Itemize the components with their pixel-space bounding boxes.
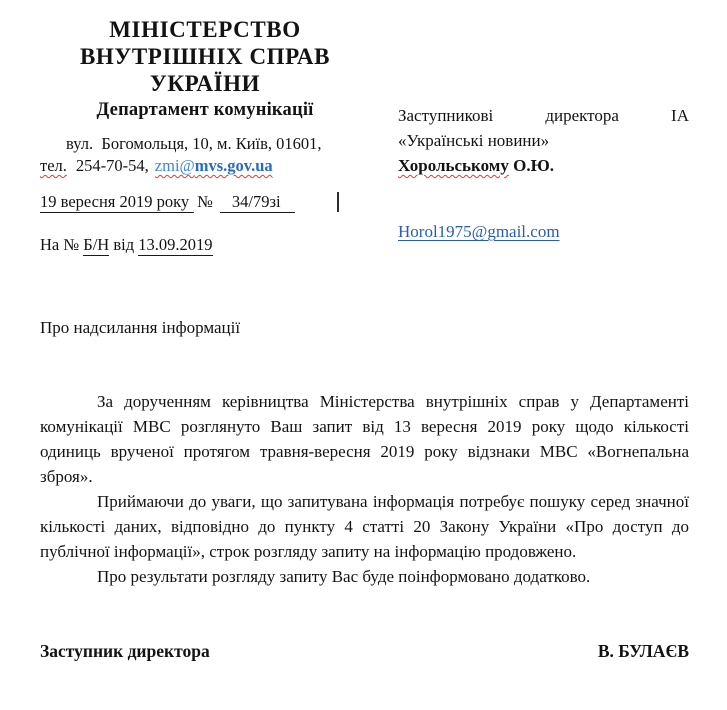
reference-line <box>40 233 370 257</box>
recipient-agency-line: «Українські новини» <box>398 131 550 150</box>
body-paragraph-1: За дорученням керівництва Міністерства внутрішніх справ у Департаменті комунікації МВС розглянуто Ваш запит від 13 вересня 2019 року щодо кількості одиниць врученої протягом травня-вересня 2019 року відзнаки МВС «Вогнепальна зброя». <box>40 392 689 486</box>
recipient-title-word2: директора <box>545 106 619 125</box>
body-paragraph-3: Про результати розгляду запиту Вас буде поінформовано додатково. <box>97 567 591 586</box>
reference-number: Б/Н <box>83 235 110 254</box>
department-name: Департамент комунікації <box>96 100 314 120</box>
ministry-name-line3: УКРАЇНИ <box>149 71 261 96</box>
text-cursor <box>337 192 339 212</box>
reference-date: 13.09.2019 <box>138 235 213 254</box>
body-paragraph-2: Приймаючи до уваги, що запитувана інформація потребує пошуку серед значної кількості даних, відповідно до пункту 4 статті 20 Закону України «Про доступ до публічної інформації», строк розгляду запиту на інформацію продовжено. <box>40 492 689 561</box>
outgoing-date-line <box>40 190 370 214</box>
recipient-surname: Хорольському <box>398 156 509 175</box>
letterhead-address <box>40 133 370 177</box>
masthead-email-domain: mvs.gov.ua <box>194 156 273 175</box>
letterhead-left-column <box>40 16 370 257</box>
recipient-name-line <box>398 153 689 178</box>
recipient-address <box>398 16 689 244</box>
reference-prefix: На № <box>40 235 84 254</box>
signature-title: Заступник директора <box>40 641 210 661</box>
phone-label: тел. <box>40 156 67 175</box>
signature-name: В. БУЛАЄВ <box>597 641 689 661</box>
letter-body <box>40 389 689 589</box>
recipient-title-word3: ІА <box>671 106 689 125</box>
recipient-block <box>398 16 689 257</box>
ministry-name-line1: МІНІСТЕРСТВО <box>109 17 301 42</box>
recipient-title-line <box>398 104 689 128</box>
address-street-line: вул. Богомольця, 10, м. Київ, 01601, <box>66 134 322 153</box>
subject-line: Про надсилання інформації <box>40 318 241 337</box>
signature-row <box>40 639 689 663</box>
recipient-initials: О.Ю. <box>508 156 554 175</box>
masthead-email-link[interactable] <box>155 156 273 175</box>
ministry-name <box>40 16 370 97</box>
letterhead-row <box>40 16 689 257</box>
phone-number: 254-70-54, <box>75 156 149 175</box>
address-phone-line <box>40 155 370 177</box>
masthead-email-user: zmi@ <box>154 156 195 175</box>
number-sign: № <box>197 192 213 211</box>
recipient-title-word1: Заступникові <box>398 106 494 125</box>
recipient-email-link[interactable]: Horol1975@gmail.com <box>398 222 560 241</box>
reference-mid: від <box>109 235 139 254</box>
outgoing-date: 19 вересня 2019 року <box>40 192 194 213</box>
outgoing-number: 34/79зі <box>220 192 295 213</box>
ministry-name-line2: ВНУТРІШНІХ СПРАВ <box>79 44 331 69</box>
